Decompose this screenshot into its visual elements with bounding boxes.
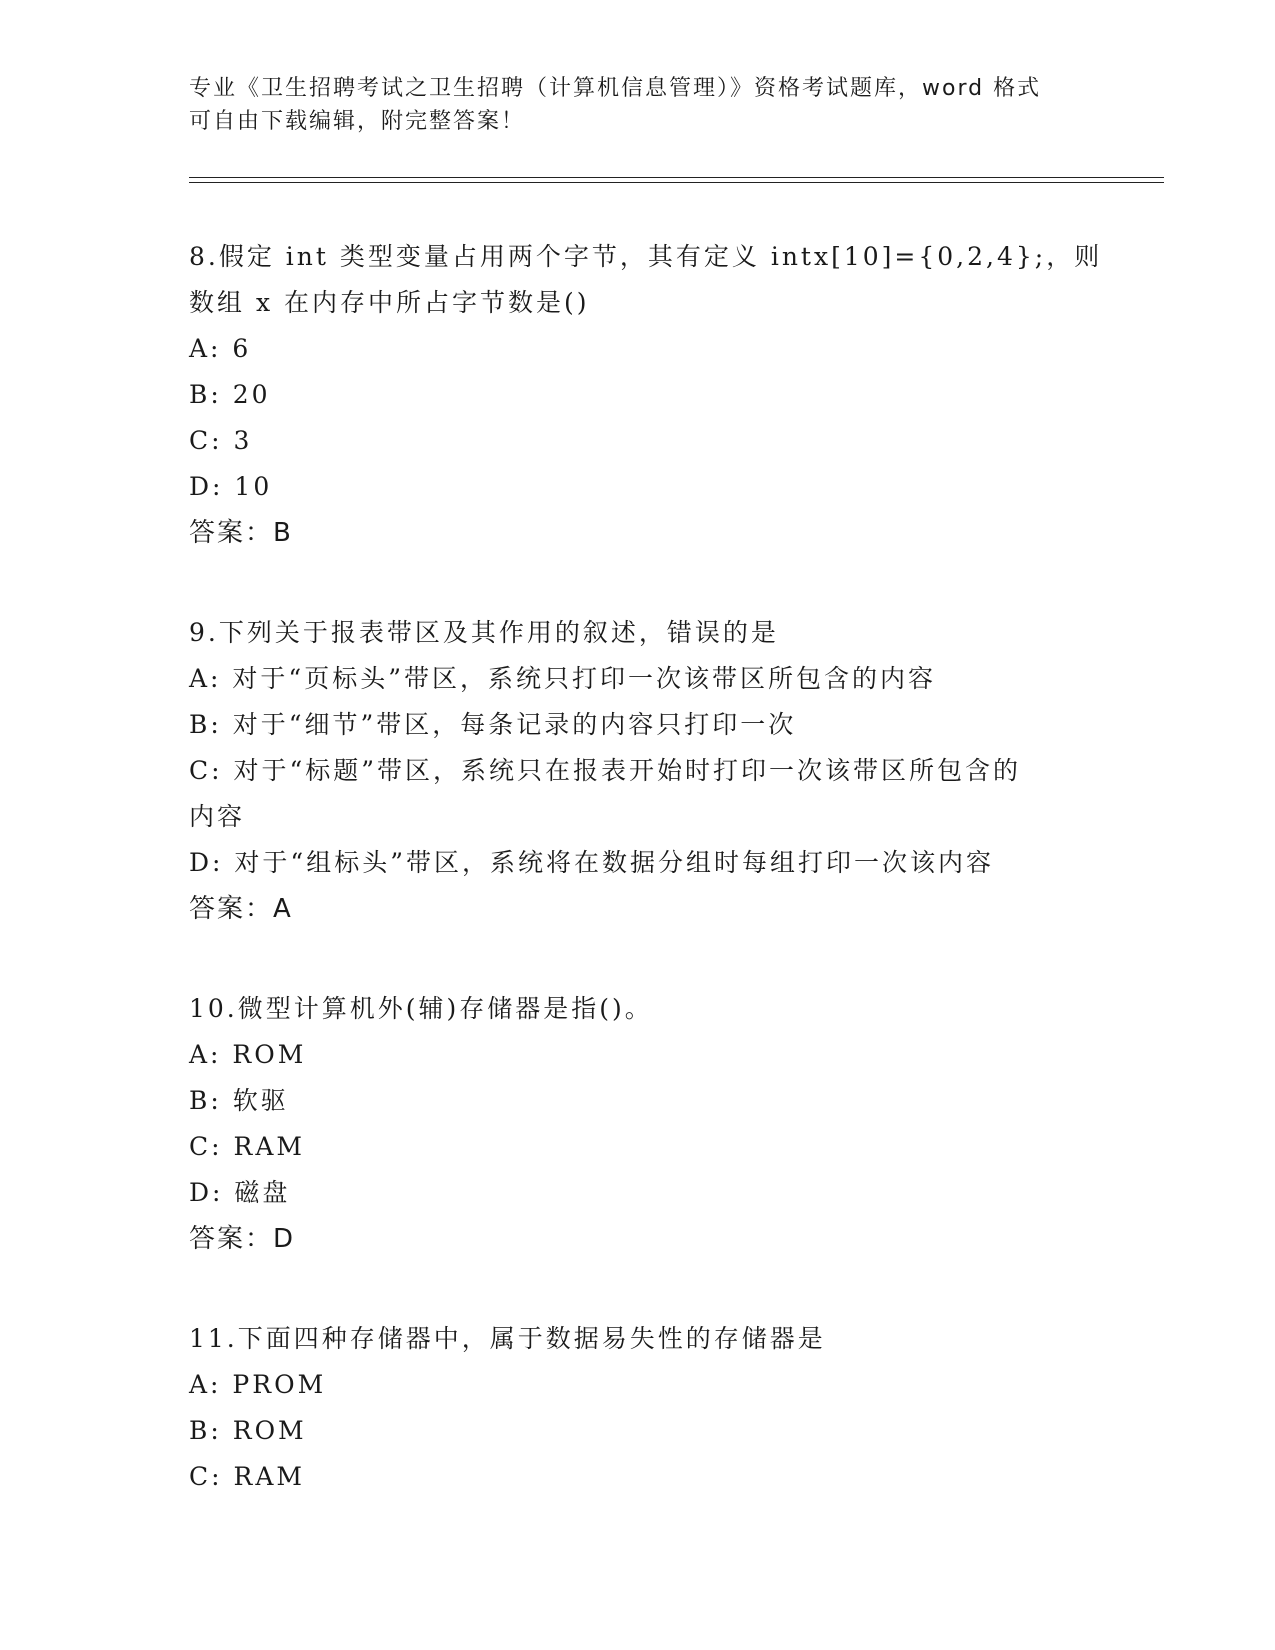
option-c: C: 3 (189, 426, 253, 455)
option-b: B: 对于“细节”带区，每条记录的内容只打印一次 (189, 710, 797, 739)
option-d: D: 磁盘 (189, 1178, 291, 1207)
question-stem: 9.下列关于报表带区及其作用的叙述，错误的是 (189, 618, 779, 647)
answer-label: 答案：A (189, 894, 293, 924)
option-d: D: 10 (189, 472, 273, 501)
option-b: B: 软驱 (189, 1086, 289, 1115)
question-10 (189, 986, 1089, 1262)
question-stem: 10.微型计算机外(辅)存储器是指()。 (189, 994, 653, 1023)
option-c: C: RAM (189, 1132, 305, 1161)
option-d: D: 对于“组标头”带区，系统将在数据分组时每组打印一次该内容 (189, 848, 994, 877)
answer-label: 答案：D (189, 1224, 296, 1254)
header-line-2: 可自由下载编辑，附完整答案！ (189, 109, 526, 134)
question-spacer (189, 1262, 1089, 1316)
option-b: B: 20 (189, 380, 271, 409)
option-a: A: PROM (189, 1370, 327, 1399)
question-list (189, 234, 1103, 1500)
header-divider-bottom (189, 182, 1164, 183)
option-c-continued: 内容 (189, 802, 246, 831)
answer-label: 答案：B (189, 518, 293, 548)
document-header (189, 72, 1089, 138)
option-a: A: 6 (189, 334, 252, 363)
question-stem: 8.假定 int 类型变量占用两个字节，其有定义 intx[10]={0,2,4};，则 (189, 242, 1103, 271)
question-8 (189, 234, 1103, 556)
option-c: C: RAM (189, 1462, 305, 1491)
question-stem: 11.下面四种存储器中，属于数据易失性的存储器是 (189, 1324, 826, 1353)
option-a: A: ROM (189, 1040, 307, 1069)
question-9 (189, 610, 1089, 932)
question-spacer (189, 556, 1089, 610)
question-spacer (189, 932, 1089, 986)
question-11 (189, 1316, 1089, 1500)
option-c: C: 对于“标题”带区，系统只在报表开始时打印一次该带区所包含的 (189, 756, 1022, 785)
question-stem-continued: 数组 x 在内存中所占字节数是() (189, 288, 590, 317)
option-a: A: 对于“页标头”带区，系统只打印一次该带区所包含的内容 (189, 664, 936, 693)
header-divider-top (189, 177, 1164, 178)
header-line-1: 专业《卫生招聘考试之卫生招聘（计算机信息管理）》资格考试题库，word 格式 (189, 76, 1042, 101)
option-b: B: ROM (189, 1416, 307, 1445)
